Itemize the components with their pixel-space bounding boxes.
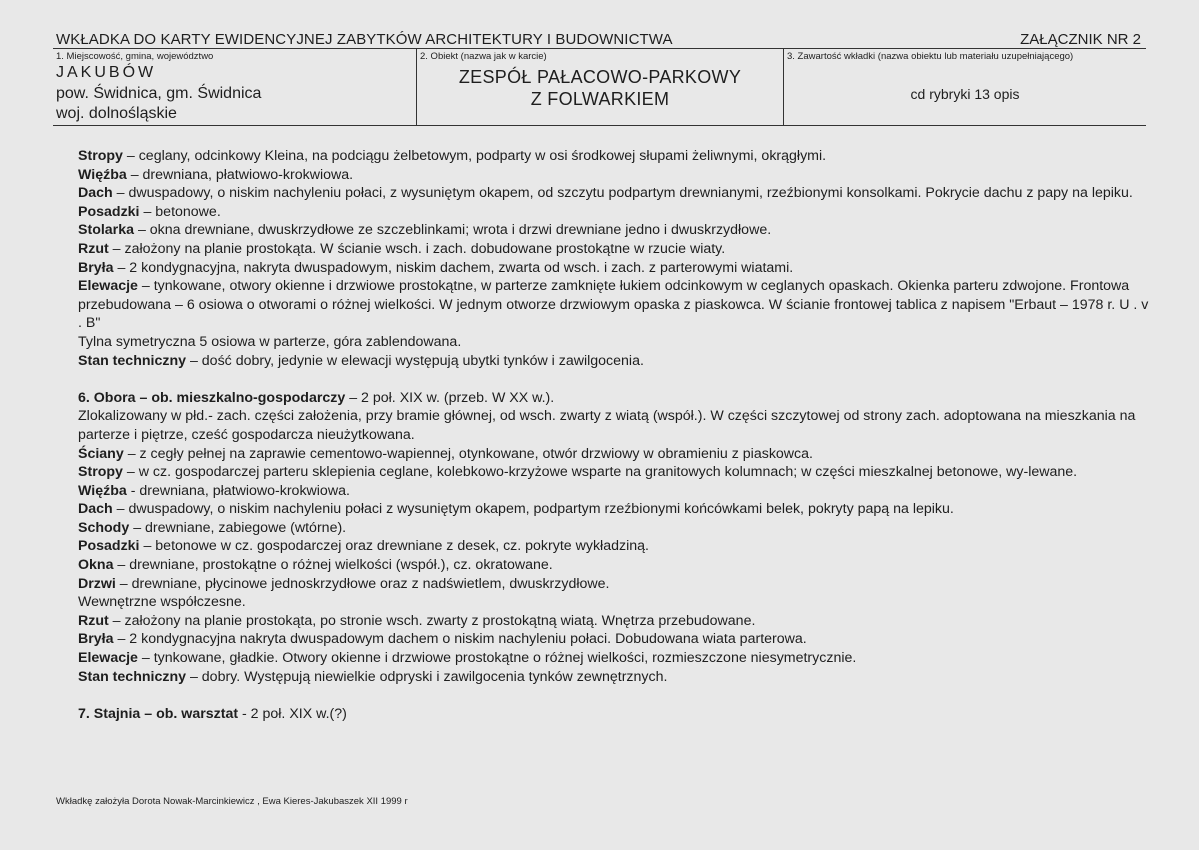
town-name: JAKUBÓW [56, 64, 157, 81]
paragraph-text: – dwuspadowy, o niskim nachyleniu połaci, z wysuniętym okapem, od szczytu podpartym drewnianymi, rzeźbionymi konsolkami. Pokrycie dachu z papy na lepiku. [112, 185, 1133, 202]
paragraph-text: – 2 kondygnacyjna nakryta dwuspadowym dachem o niskim nachyleniu połaci. Dobudowana wiata parterowa. [113, 631, 807, 648]
paragraph-text: – drewniane, prostokątne o różnej wielkości (współ.), cz. okratowane. [113, 557, 553, 574]
paragraph-heading: Posadzki [78, 203, 140, 220]
description-paragraph [78, 482, 1150, 501]
paragraph-text: – dwuspadowy, o niskim nachyleniu połaci z wysuniętym okapem, podpartym rzeźbionymi końcówkami belek, pokryty papą na lepiku. [112, 501, 954, 518]
paragraph-text: – z cegły pełnej na zaprawie cementowo-wapiennej, otynkowane, otwór drzwiowy w obramieniu z piaskowca. [123, 445, 813, 462]
description-paragraph [78, 389, 1150, 408]
header-divider-2 [783, 48, 784, 125]
description-paragraph [78, 147, 1150, 166]
paragraph-text: Zlokalizowany w płd.- zach. części założenia, przy bramie głównej, od wsch. zwarty z wiatą (współ.). W części szczytowej od strony zach. adoptowana na mieszkania na parterze i piętrze, cześć gospodarcza nieużytkowana. [78, 408, 1136, 443]
paragraph-text: – drewniane, zabiegowe (wtórne). [129, 519, 347, 536]
description-paragraph [78, 575, 1150, 594]
paragraph-text: – dobry. Występują niewielkie odpryski i zawilgocenia tynków zewnętrznych. [186, 668, 668, 685]
paragraph-text: – założony na planie prostokąta, po stronie wsch. zwarty z prostokątną wiatą. Wnętrza przebudowane. [108, 612, 756, 629]
description-paragraph [78, 259, 1150, 278]
paragraph-heading: 7. Stajnia – ob. warsztat [78, 705, 239, 722]
paragraph-heading: Elewacje [78, 278, 138, 295]
description-paragraph [78, 593, 1150, 612]
paragraph-text: – betonowe w cz. gospodarczej oraz drewniane z desek, cz. pokryte wykładziną. [139, 538, 649, 555]
description-paragraph [78, 612, 1150, 631]
paragraph-text: – drewniana, płatwiowo-krokwiowa. [126, 166, 354, 183]
header-top-rule [53, 48, 1146, 49]
description-paragraph [78, 240, 1150, 259]
paragraph-text: – tynkowane, otwory okienne i drzwiowe prostokątne, w parterze zamknięte łukiem odcinkowym w ceglanych opaskach. Okienka parteru zdwojone. Frontowa przebudowana – 6 osiowa o otworami o różnej wielkości. W jednym otworze drzwiowym opaska z piaskowca. W ścianie frontowej tablica z napisem "Erbaut – 1978 r. U . v . B" [78, 278, 1149, 332]
voivodeship-line: woj. dolnośląskie [56, 105, 177, 122]
contents-value: cd rybryki 13 opis [910, 86, 1020, 102]
description-paragraph [78, 463, 1150, 482]
paragraph-heading: Więźba [78, 482, 127, 499]
paragraph-heading: Więźba [78, 166, 127, 183]
district-line: pow. Świdnica, gm. Świdnica [56, 85, 262, 102]
paragraph-heading: Stolarka [78, 222, 134, 239]
paragraph-heading: Bryła [78, 631, 114, 648]
paragraph-text: – 2 kondygnacyjna, nakryta dwuspadowym, niskim dachem, zwarta od wsch. i zach. z parterowymi wiatami. [113, 259, 794, 276]
description-paragraph [78, 500, 1150, 519]
paragraph-heading: Rzut [78, 240, 109, 257]
description-paragraph [78, 352, 1150, 371]
description-body [78, 147, 1150, 723]
paragraph-text: - drewniana, płatwiowo-krokwiowa. [126, 482, 350, 499]
description-paragraph [78, 519, 1150, 538]
paragraph-heading: 6. Obora – ob. mieszkalno-gospodarczy [78, 389, 346, 406]
paragraph-heading: Drzwi [78, 575, 116, 592]
paragraph-heading: Stan techniczny [78, 668, 187, 685]
header-bottom-rule [53, 125, 1146, 126]
paragraph-heading: Stropy [78, 148, 123, 164]
field-label-locality: 1. Miejscowość, gmina, województwo [56, 51, 214, 62]
paragraph-text: – tynkowane, gładkie. Otwory okienne i drzwiowe prostokątne o różnej wielkości, rozmieszczone niesymetrycznie. [137, 650, 857, 667]
object-name-line-1: ZESPÓŁ PAŁACOWO-PARKOWY [458, 67, 742, 87]
paragraph-heading: Stan techniczny [78, 352, 187, 369]
field-label-contents: 3. Zawartość wkładki (nazwa obiektu lub materiału uzupełniającego) [787, 51, 1074, 62]
paragraph-text: – okna drewniane, dwuskrzydłowe ze szczeblinkami; wrota i drzwi drewniane jedno i dwuskrzydłowe. [134, 222, 772, 239]
paragraph-heading: Elewacje [78, 650, 138, 667]
paragraph-heading: Stropy [78, 464, 123, 481]
paragraph-text: – drewniane, płycinowe jednoskrzydłowe oraz z nadświetlem, dwuskrzydłowe. [115, 575, 610, 592]
paragraph-heading: Okna [78, 557, 114, 574]
description-paragraph [78, 445, 1150, 464]
paragraph-heading: Posadzki [78, 538, 140, 555]
paragraph-text: - 2 poł. XIX w.(?) [238, 705, 347, 722]
field-label-object: 2. Obiekt (nazwa jak w karcie) [420, 51, 547, 62]
description-paragraph [78, 203, 1150, 222]
description-paragraph [78, 166, 1150, 185]
paragraph-heading: Schody [78, 519, 130, 536]
description-paragraph [78, 537, 1150, 556]
description-paragraph [78, 407, 1150, 444]
description-paragraph [78, 333, 1150, 352]
description-paragraph [78, 221, 1150, 240]
annex-number: ZAŁĄCZNIK NR 2 [1020, 31, 1141, 48]
header-divider-1 [416, 48, 417, 125]
description-paragraph [78, 630, 1150, 649]
paragraph-text: – dość dobry, jedynie w elewacji występują ubytki tynków i zawilgocenia. [186, 352, 644, 369]
paragraph-text: Wewnętrzne współczesne. [78, 594, 246, 611]
description-paragraph [78, 277, 1150, 333]
paragraph-text: – założony na planie prostokąta. W ścianie wsch. i zach. dobudowane prostokątne w rzucie wiaty. [108, 240, 726, 257]
object-name-line-2: Z FOLWARKIEM [530, 89, 670, 109]
paragraph-text: – w cz. gospodarczej parteru sklepienia ceglane, kolebkowo-krzyżowe wsparte na granitowych kolumnach; w części mieszkalnej betonowe, wy-lewane. [122, 464, 1078, 481]
paragraph-text: – ceglany, odcinkowy Kleina, na podciągu żelbetowym, podparty w osi środkowej słupami żeliwnymi, okrągłymi. [122, 148, 827, 164]
paragraph-heading: Dach [78, 501, 113, 518]
description-paragraph [78, 649, 1150, 668]
description-paragraph [78, 668, 1150, 687]
paragraph-text: – 2 poł. XIX w. (przeb. W XX w.). [345, 389, 555, 406]
form-title: WKŁADKA DO KARTY EWIDENCYJNEJ ZABYTKÓW ARCHITEKTURY I BUDOWNICTWA [56, 31, 673, 48]
paragraph-text: Tylna symetryczna 5 osiowa w parterze, góra zablendowana. [78, 333, 462, 350]
paragraph-heading: Dach [78, 185, 113, 202]
paragraph-text: – betonowe. [139, 203, 221, 220]
description-paragraph [78, 184, 1150, 203]
author-footnote: Wkładkę założyła Dorota Nowak-Marcinkiewicz , Ewa Kieres-Jakubaszek XII 1999 r [56, 796, 408, 807]
paragraph-heading: Bryła [78, 259, 114, 276]
description-paragraph [78, 556, 1150, 575]
paragraph-heading: Rzut [78, 612, 109, 629]
paragraph-heading: Ściany [78, 445, 124, 462]
description-paragraph [78, 705, 1150, 724]
